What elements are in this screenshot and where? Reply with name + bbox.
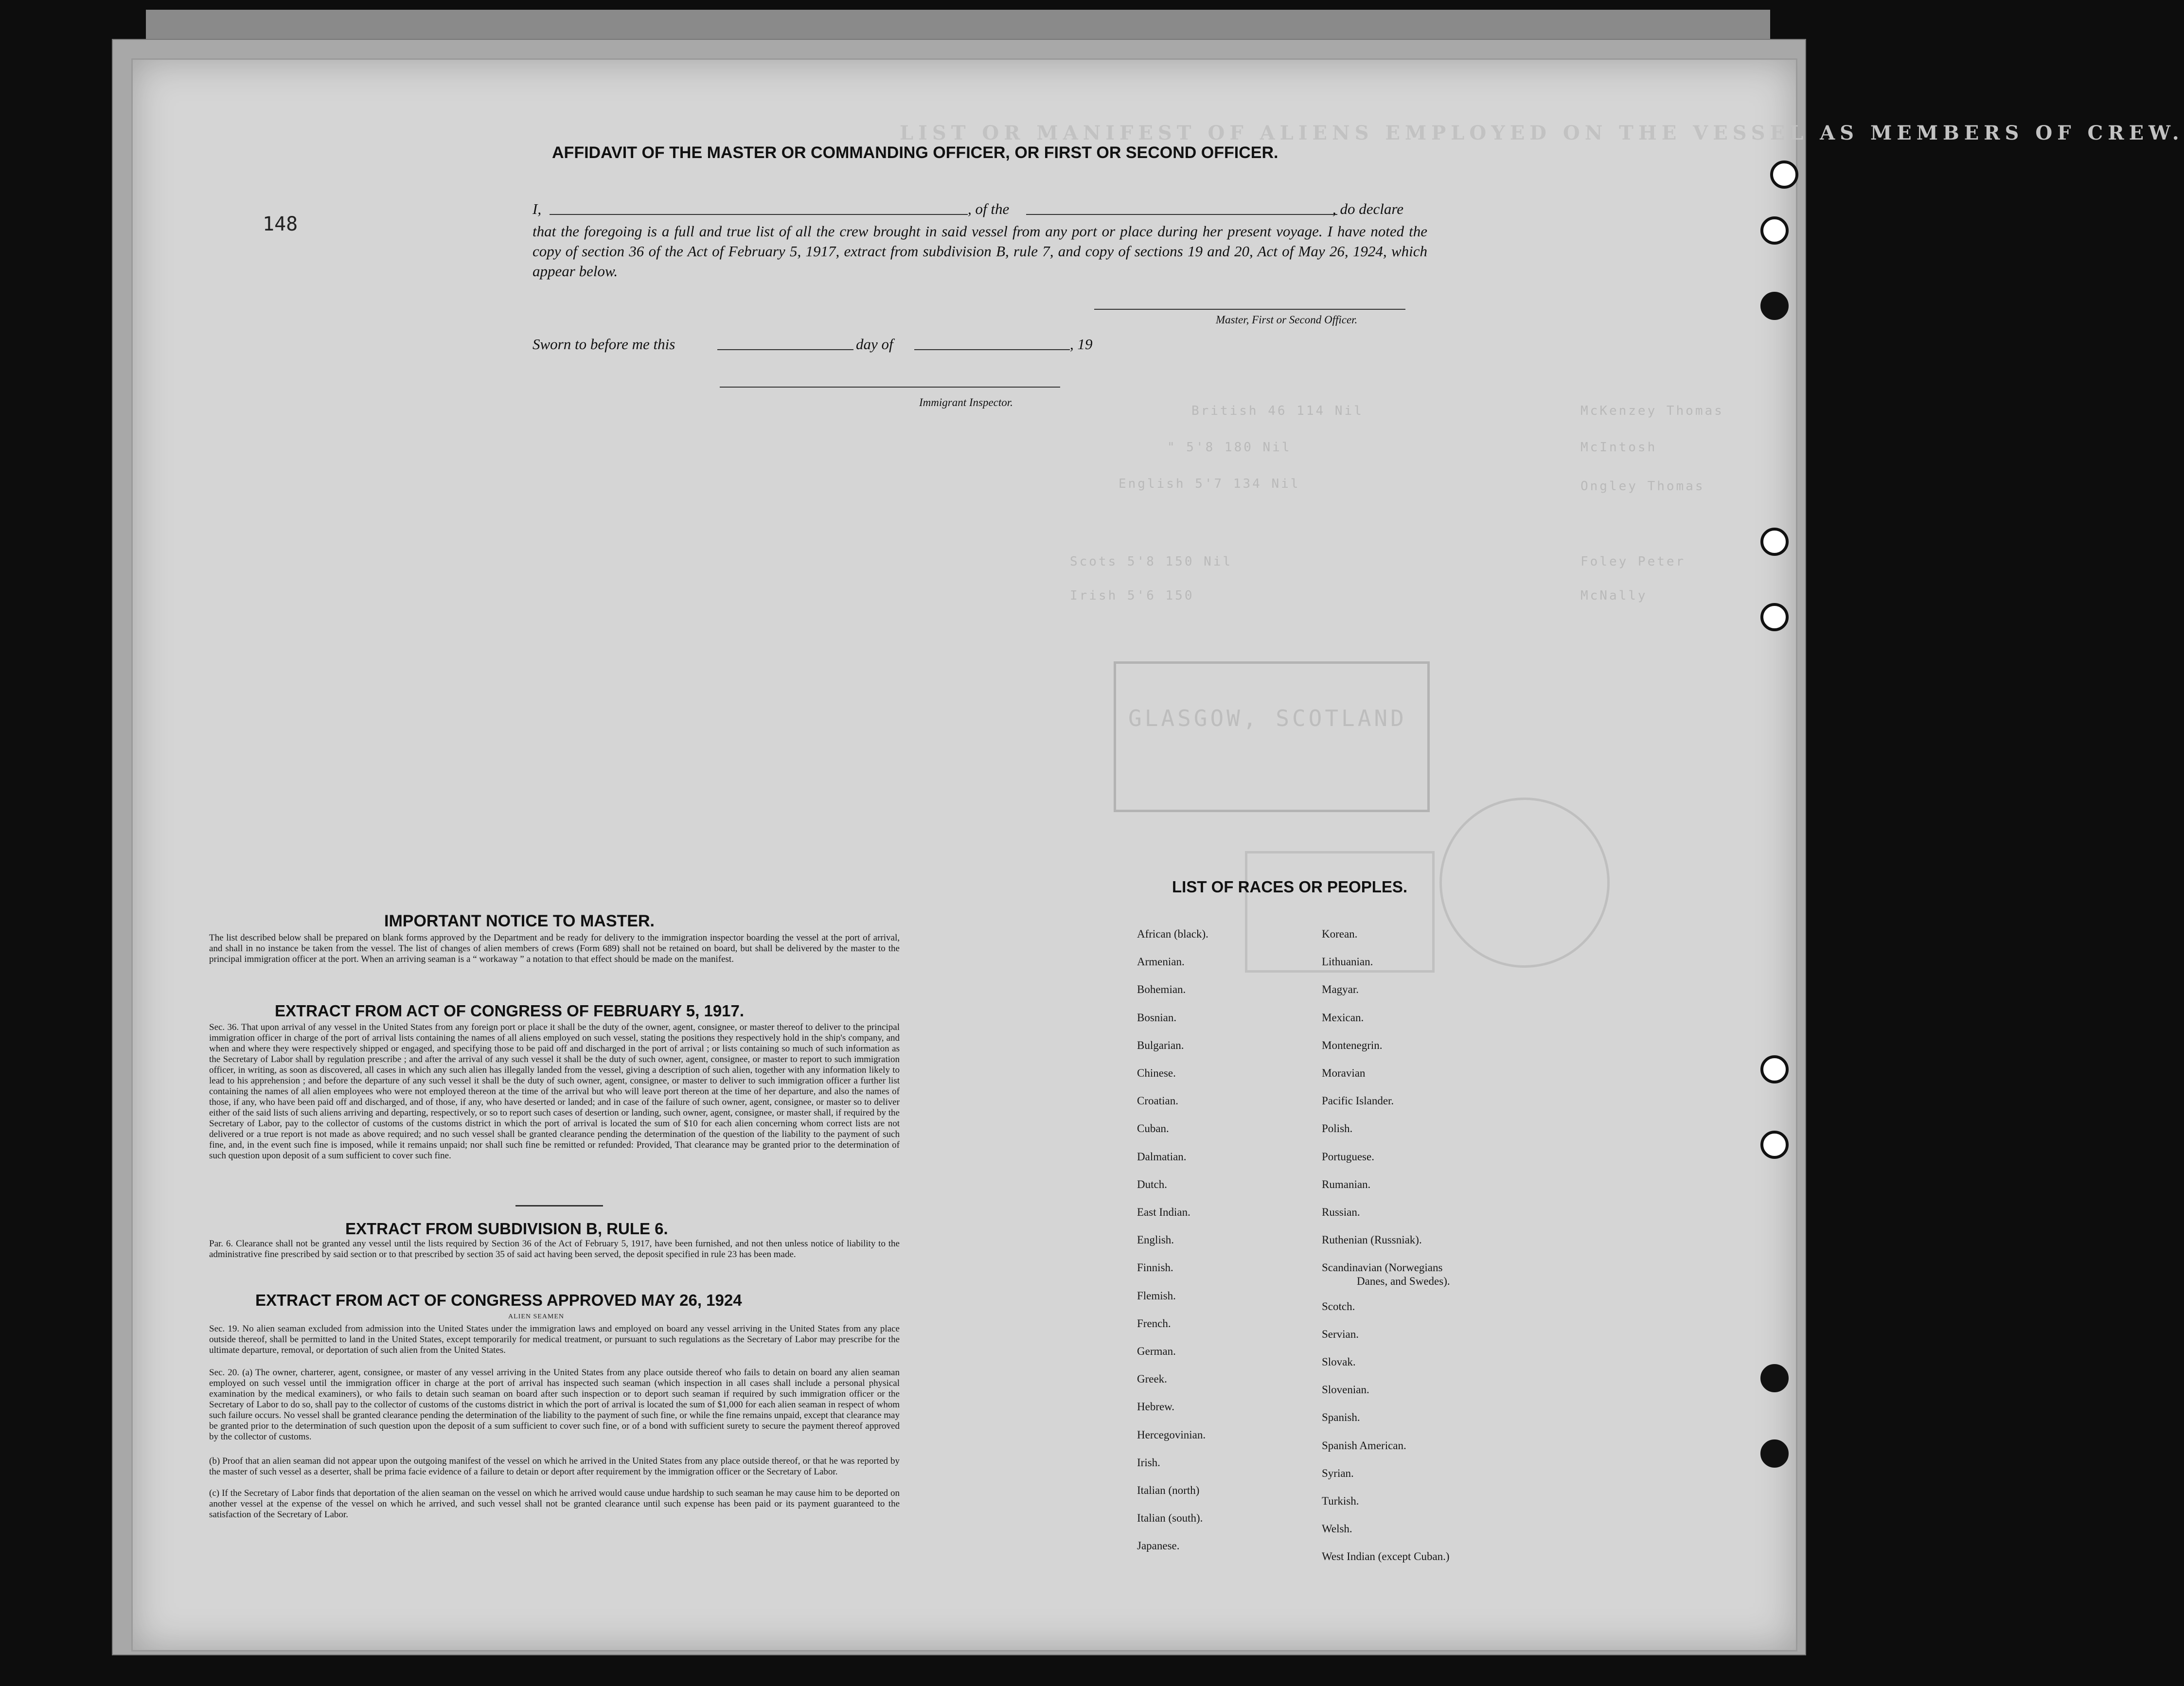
race-item: Korean. (1322, 928, 1358, 940)
punch-hole (1760, 216, 1789, 245)
race-item: Cuban. (1137, 1122, 1169, 1135)
race-item: Bosnian. (1137, 1012, 1177, 1024)
sworn-day: day of (856, 336, 893, 353)
bleedthrough-row: " 5'8 180 Nil (1167, 440, 1292, 455)
bleedthrough-row: McKenzey Thomas (1580, 404, 1724, 418)
race-item: Dalmatian. (1137, 1151, 1187, 1163)
race-item: Ruthenian (Russniak). (1322, 1234, 1422, 1246)
race-item: West Indian (except Cuban.) (1322, 1550, 1450, 1562)
race-item: Bulgarian. (1137, 1039, 1184, 1051)
race-item: Magyar. (1322, 983, 1359, 995)
race-item: Polish. (1322, 1122, 1353, 1135)
punch-hole (1760, 1364, 1789, 1392)
affidavit-i: I, (533, 200, 542, 217)
race-item: Welsh. (1322, 1523, 1352, 1535)
bleedthrough-seal (1439, 798, 1610, 968)
extract-rule6-text: Par. 6. Clearance shall not be granted any vessel until the lists required by Section 36 of the Act of February 5, 1917, have been furnished, and not then unless notice of liability to the administrative fine prescribed by said section or to that prescribed by section 35 of said act having been served, the deposit specified in rule 23 has been made. (209, 1239, 900, 1260)
bleedthrough-heading: LIST OR MANIFEST OF ALIENS EMPLOYED ON THE VESSEL AS MEMBERS OF CREW. (900, 122, 2184, 144)
races-title: LIST OF RACES OR PEOPLES. (1172, 878, 1408, 896)
race-item: French. (1137, 1317, 1171, 1330)
bleedthrough-row: British 46 114 Nil (1191, 404, 1364, 418)
sworn-year: , 19 (1070, 336, 1093, 353)
punch-hole (1770, 160, 1798, 189)
bleedthrough-row: McNally (1580, 588, 1648, 603)
race-item: Pacific Islander. (1322, 1095, 1394, 1107)
race-item: Servian. (1322, 1328, 1359, 1340)
bleedthrough-row: Ongley Thomas (1580, 479, 1705, 494)
punch-hole (1760, 1055, 1789, 1083)
name-blank-line (550, 214, 968, 215)
race-item: Flemish. (1137, 1290, 1176, 1302)
punch-hole (1760, 603, 1789, 631)
race-item: Rumanian. (1322, 1178, 1371, 1190)
race-item: Russian. (1322, 1206, 1360, 1218)
race-item: Finnish. (1137, 1261, 1173, 1274)
race-item: Italian (north) (1137, 1484, 1200, 1496)
extract-1924-subtitle: ALIEN SEAMEN (508, 1313, 565, 1320)
divider-rule (515, 1205, 603, 1207)
extract-1924-title: EXTRACT FROM ACT OF CONGRESS APPROVED MAY 26, 1924 (255, 1291, 742, 1309)
bleedthrough-stamp-text: GLASGOW, SCOTLAND (1128, 705, 1407, 731)
notice-text: The list described below shall be prepared on blank forms approved by the Department and be ready for delivery to the immigration inspector boarding the vessel at the port of arrival, and shall in no instance be taken from the vessel. The list of changes of alien members of crews (Form 689) shall not be retained on board, but shall be delivered by the master to the principal immigration officer at the port. When an arriving seaman is a “ workaway ” a notation to that effect should be made on the manifest. (209, 933, 900, 964)
punch-hole (1760, 528, 1789, 556)
master-caption: Master, First or Second Officer. (1216, 314, 1358, 326)
race-continuation: Danes, and Swedes). (1357, 1275, 1450, 1287)
race-item: East Indian. (1137, 1206, 1190, 1218)
race-item: Turkish. (1322, 1495, 1359, 1507)
sworn-prefix: Sworn to before me this (533, 336, 675, 353)
extract-rule6-title: EXTRACT FROM SUBDIVISION B, RULE 6. (345, 1220, 668, 1238)
race-item: Scotch. (1322, 1300, 1355, 1313)
punch-hole (1760, 1131, 1789, 1159)
race-item: Hebrew. (1137, 1401, 1175, 1413)
race-item: Dutch. (1137, 1178, 1167, 1190)
affidavit-declare: , do declare (1332, 200, 1404, 217)
notice-title: IMPORTANT NOTICE TO MASTER. (384, 912, 655, 930)
extract-1924-sec20c: (c) If the Secretary of Labor finds that deportation of the alien seaman on the vessel on which he arrived would cause undue hardship to such seaman he may cause him to be deported on another vessel at the expense of the vessel on which he arrived, and such vessel shall not be granted clearance until such expense has been paid or its payment guaranteed to the satisfaction of the Secretary of Labor. (209, 1488, 900, 1520)
race-item: Hercegovinian. (1137, 1429, 1206, 1441)
inspector-signature-line (720, 387, 1060, 388)
race-item: Croatian. (1137, 1095, 1178, 1107)
affidavit-title: AFFIDAVIT OF THE MASTER OR COMMANDING OFFICER, OR FIRST OR SECOND OFFICER. (552, 143, 1278, 162)
race-item: African (black). (1137, 928, 1208, 940)
page-number: 148 (263, 213, 298, 235)
race-item: Spanish. (1322, 1411, 1360, 1423)
inspector-caption: Immigrant Inspector. (919, 396, 1013, 408)
race-item: Chinese. (1137, 1067, 1176, 1079)
race-item: Spanish American. (1322, 1439, 1406, 1452)
race-item: Greek. (1137, 1373, 1167, 1385)
master-signature-line (1094, 309, 1405, 310)
race-item: Portuguese. (1322, 1151, 1374, 1163)
bleedthrough-stamp-small (1245, 851, 1435, 973)
affidavit-of-the: , of the (968, 200, 1010, 217)
bleedthrough-row: McIntosh (1580, 440, 1657, 455)
month-blank-line (914, 349, 1070, 350)
race-item: Irish. (1137, 1456, 1160, 1469)
race-item: Bohemian. (1137, 983, 1186, 995)
race-item: Scandinavian (Norwegians (1322, 1261, 1443, 1274)
vessel-blank-line (1026, 214, 1337, 215)
bleedthrough-row: Foley Peter (1580, 554, 1686, 569)
bleedthrough-row: Scots 5'8 150 Nil (1070, 554, 1233, 569)
race-item: Lithuanian. (1322, 956, 1373, 968)
day-blank-line (717, 349, 853, 350)
extract-1924-sec19: Sec. 19. No alien seaman excluded from admission into the United States under the immigration laws and employed on board any vessel arriving in the United States from any place outside thereof, shall be permitted to land in the United States, except temporarily for medical treatment, or pursuant to such regulations as the Secretary of Labor may prescribe for the ultimate departure, removal, or deportation of such alien from the United States. (209, 1324, 900, 1355)
affidavit-body: that the foregoing is a full and true list of all the crew brought in said vessel from any port or place during her present voyage. I have noted the copy of section 36 of the Act of February 5, 1917, extract from subdivision B, rule 7, and copy of sections 19 and 20, Act of May 26, 1924, which appear below. (533, 223, 1427, 280)
race-item: German. (1137, 1345, 1176, 1357)
bleedthrough-stamp (1114, 661, 1430, 812)
extract-1917-text: Sec. 36. That upon arrival of any vessel in the United States from any foreign port or place it shall be the duty of the owner, agent, consignee, or master thereof to deliver to the principal immigration officer in charge of the port of arrival lists containing the names of all aliens employed on such vessel, stating the positions they respectively hold in the ship's company, and when and where they were respectively shipped or engaged, and specifying those to be paid off and discharged in the port of arrival ; or lists containing so much of such information as the Secretary of Labor shall by regulation prescribe ; and after the arrival of any such vessel it shall be the duty of such owner, agent, consignee, or master to report to such immigration officer, in writing, as soon as discovered, all cases in which any such alien has illegally landed from the vessel, giving a description of such alien, together with any information likely to lead to his apprehension ; and before the departure of any such vessel it shall be the duty of such owner, agent, consignee, or master to deliver to such immigration officer a further list containing the names of all alien employees who were not employed thereon at the time of the arrival but who will leave port thereon at the time of her departure, and also the names of those, if any, who have been paid off and discharged, and of those, if any, who have deserted or landed; and in case of the failure of such owner, agent, consignee, or master so to deliver either of the said lists of such aliens arriving and departing, respectively, or so to report such cases of desertion or landing, such owner, agent, consignee, or master shall, if required by the Secretary of Labor, pay to the collector of customs of the customs district in which the port of arrival is located the sum of $10 for each alien concerning whom correct lists are not delivered or a true report is not made as above required; and no such vessel shall be granted clearance pending the determination of the question of the liability to the payment of such fine, and, in the event such fine is imposed, while it remains unpaid; nor shall such fine be remitted or refunded: Provided, That clearance may be granted prior to the determination of such question upon deposit of a sum sufficient to cover such fine. (209, 1022, 900, 1161)
extract-1917-title: EXTRACT FROM ACT OF CONGRESS OF FEBRUARY 5, 1917. (275, 1002, 745, 1020)
race-item: Moravian (1322, 1067, 1366, 1079)
extract-1924-sec20b: (b) Proof that an alien seaman did not appear upon the outgoing manifest of the vessel on which he arrived in the United States from any place outside thereof, or that he was reported by the master of such vessel as a deserter, shall be prima facie evidence of a failure to detain or deport after requirement by the immigration officer or the Secretary of Labor. (209, 1456, 900, 1477)
race-item: Italian (south). (1137, 1512, 1203, 1524)
punch-hole (1760, 1439, 1789, 1468)
bleedthrough-row: English 5'7 134 Nil (1119, 477, 1300, 491)
punch-hole (1760, 292, 1789, 320)
race-item: Slovenian. (1322, 1384, 1369, 1396)
extract-1924-sec20a: Sec. 20. (a) The owner, charterer, agent, consignee, or master of any vessel arriving in the United States from any place outside thereof who fails to detain on board any alien seaman employed on such vessel until the immigration officer in charge at the port of arrival has inspected such seaman (which inspection in all cases shall include a personal physical examination by the medical examiners), or who fails to detain such seaman on board after such inspection or to deport such seaman if required by such immigration officer or the Secretary of Labor to do so, shall pay to the collector of customs of the customs district in which the port of arrival is located the sum of $1,000 for each alien seaman in respect of whom such failure occurs. No vessel shall be granted clearance pending the determination of the liability to the payment of such fine, or while the fine remains unpaid, except that clearance may be granted prior to the determination of such question upon the deposit of a sum sufficient to cover such fine, or of a bond with sufficient surety to secure the payment thereof approved by the collector of customs. (209, 1367, 900, 1442)
race-item: English. (1137, 1234, 1174, 1246)
race-item: Japanese. (1137, 1540, 1180, 1552)
bleedthrough-row: Irish 5'6 150 (1070, 588, 1194, 603)
race-item: Montenegrin. (1322, 1039, 1383, 1051)
race-item: Armenian. (1137, 956, 1185, 968)
race-item: Slovak. (1322, 1356, 1356, 1368)
race-item: Mexican. (1322, 1012, 1364, 1024)
race-item: Syrian. (1322, 1467, 1354, 1479)
